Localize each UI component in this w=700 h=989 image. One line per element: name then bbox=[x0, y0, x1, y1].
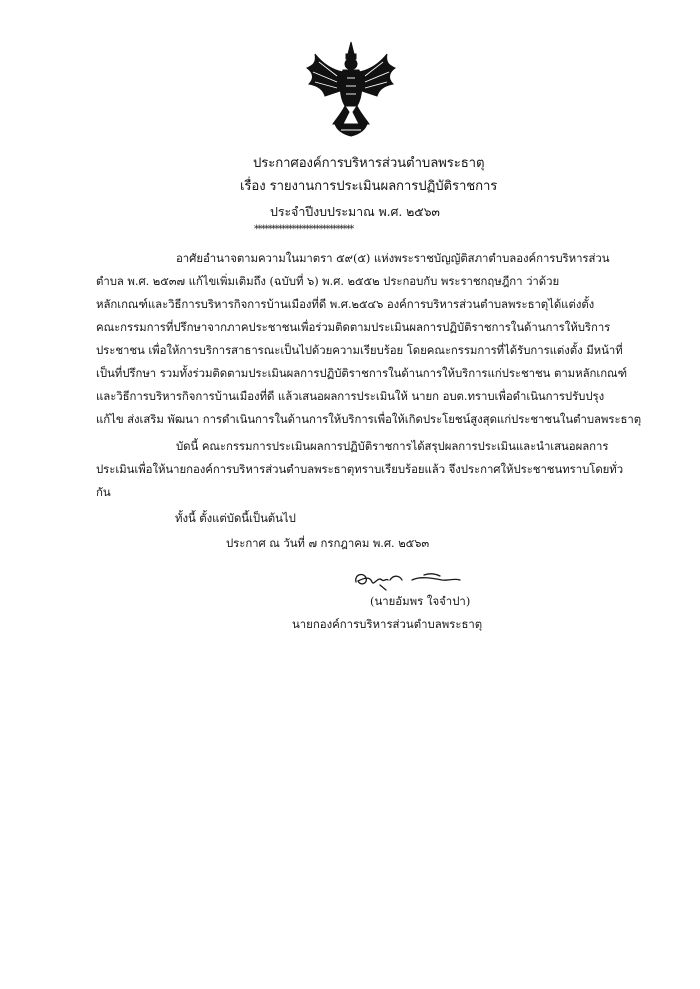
paragraph-1-line-1: อาศัยอำนาจตามความในมาตรา ๕๙(๕) แห่งพระราชบัญญัติสภาตำบลองค์การบริหารส่วน bbox=[176, 251, 610, 265]
paragraph-1-line-6: เป็นที่ปรึกษา รวมทั้งร่วมติดตามประเมินผลการปฏิบัติราชการในด้านการให้บริการแก่ประชาชน ตามหลักเกณฑ์ bbox=[96, 366, 627, 380]
separator-line: ***************************** bbox=[254, 224, 353, 235]
announcement-title: ประกาศองค์การบริหารส่วนตำบลพระธาตุ bbox=[253, 156, 485, 171]
paragraph-2-line-3: กัน bbox=[96, 485, 111, 499]
announcement-subject: เรื่อง รายงานการประเมินผลการปฏิบัติราชการ bbox=[240, 179, 498, 194]
paragraph-1-line-3: หลักเกณฑ์และวิธีการบริหารกิจการบ้านเมืองที่ดี พ.ศ.๒๕๔๖ องค์การบริหารส่วนตำบลพระธาตุได้แต่งตั้ง bbox=[96, 297, 595, 311]
paragraph-2-line-2: ประเมินเพื่อให้นายกองค์การบริหารส่วนตำบลพระธาตุทราบเรียบร้อยแล้ว จึงประกาศให้ประชาชนทราบโดยทั่ว bbox=[96, 462, 624, 476]
signatory-title: นายกองค์การบริหารส่วนตำบลพระธาตุ bbox=[292, 617, 483, 631]
effective-statement: ทั้งนี้ ตั้งแต่บัดนี้เป็นต้นไป bbox=[175, 511, 296, 525]
announcement-date: ประกาศ ณ วันที่ ๗ กรกฎาคม พ.ศ. ๒๕๖๓ bbox=[226, 536, 430, 550]
fiscal-year-line: ประจำปีงบประมาณ พ.ศ. ๒๕๖๓ bbox=[270, 204, 440, 219]
paragraph-1-line-5: ประชาชน เพื่อให้การบริการสาธารณะเป็นไปด้วยความเรียบร้อย โดยคณะกรรมการที่ได้รับการแต่งตั้ง มีหน้าที่ bbox=[96, 343, 623, 357]
handwritten-signature bbox=[350, 566, 470, 594]
paragraph-1-line-2: ตำบล พ.ศ. ๒๕๓๗ แก้ไขเพิ่มเติมถึง (ฉบับที่ ๖) พ.ศ. ๒๕๕๒ ประกอบกับ พระราชกฤษฎีกา ว่าด้วย bbox=[96, 274, 560, 288]
paragraph-1-line-4: คณะกรรมการที่ปรึกษาจากภาคประชาชนเพื่อร่วมติดตามประเมินผลการปฏิบัติราชการในด้านการให้บริการ bbox=[96, 320, 611, 334]
paragraph-1-line-7: และวิธีการบริหารกิจการบ้านเมืองที่ดี แล้วเสนอผลการประเมินให้ นายก อบต.ทราบเพื่อดำเนินการปรับปรุง bbox=[96, 389, 605, 403]
paragraph-1-line-8: แก้ไข ส่งเสริม พัฒนา การดำเนินการในด้านการให้บริการเพื่อให้เกิดประโยชน์สูงสุดแก่ประชาชนในตำบลพระธาตุ bbox=[96, 412, 642, 426]
signatory-name: (นายอัมพร ใจจำปา) bbox=[370, 594, 471, 608]
garuda-emblem-icon bbox=[303, 40, 399, 138]
paragraph-2-line-1: บัดนี้ คณะกรรมการประเมินผลการปฏิบัติราชการได้สรุปผลการประเมินและนำเสนอผลการ bbox=[176, 439, 609, 453]
